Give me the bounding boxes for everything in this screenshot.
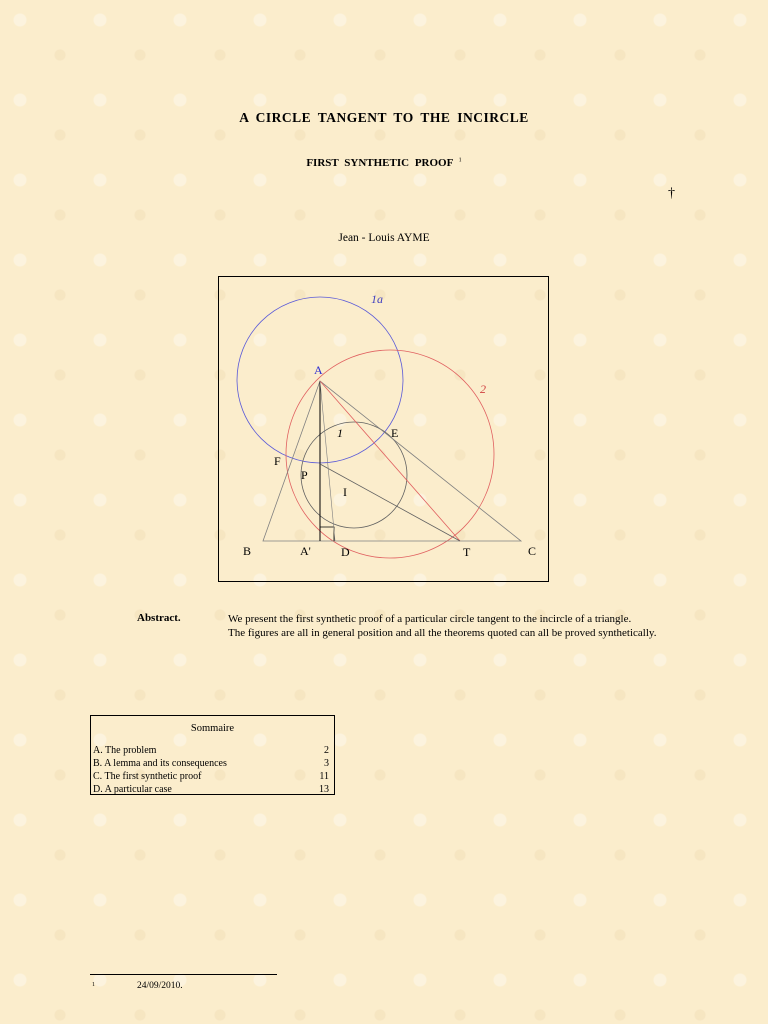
toc-item-page: 11 — [319, 771, 329, 782]
toc-item-label: D. A particular case — [93, 784, 172, 795]
abstract-body — [228, 612, 668, 640]
subtitle-text: FIRST SYNTHETIC PROOF — [306, 157, 453, 169]
right-angle-mark — [320, 527, 334, 541]
label-p: P — [301, 468, 308, 482]
label-t: T — [463, 545, 471, 559]
label-a: A — [314, 363, 323, 377]
footnote-text: 24/09/2010. — [137, 981, 183, 991]
toc-item-page: 13 — [319, 784, 329, 795]
label-i: I — [343, 485, 347, 499]
toc-item[interactable] — [91, 744, 334, 757]
label-c: C — [528, 544, 537, 558]
geometry-figure — [218, 276, 549, 582]
toc-item[interactable] — [91, 770, 334, 783]
line-a-t — [320, 381, 460, 541]
toc-item[interactable] — [91, 757, 334, 770]
label-1a: 1a — [371, 292, 383, 306]
toc-item-page: 3 — [324, 758, 329, 769]
footnote-ref[interactable]: 1 — [458, 157, 462, 164]
author-name: Jean - Louis AYME — [338, 232, 430, 244]
label-2: 2 — [480, 382, 486, 396]
paper-subtitle — [0, 157, 768, 169]
paper-title: A CIRCLE TANGENT TO THE INCIRCLE — [239, 110, 529, 125]
table-of-contents — [90, 715, 335, 795]
footnote-divider — [90, 974, 277, 975]
toc-item-label: B. A lemma and its consequences — [93, 758, 227, 769]
figure-svg — [219, 277, 548, 581]
circle-2 — [286, 350, 494, 558]
label-d: D — [341, 545, 350, 559]
dagger-mark: † — [668, 186, 675, 201]
footnote-mark: 1 — [92, 982, 95, 988]
label-e: E — [391, 426, 399, 440]
abstract-paragraph-2: The figures are all in general position and all the theorems quoted can all be proved synthetically. — [228, 627, 657, 639]
toc-item[interactable] — [91, 783, 334, 796]
label-b: B — [243, 544, 252, 558]
label-a-prime: A' — [300, 544, 311, 558]
label-1: 1 — [337, 426, 343, 440]
abstract-label: Abstract. — [137, 612, 181, 624]
abstract-paragraph-1: We present the first synthetic proof of a particular circle tangent to the incircle of a triangle. — [228, 613, 632, 625]
toc-item-label: A. The problem — [93, 745, 157, 756]
toc-item-label: C. The first synthetic proof — [93, 771, 202, 782]
toc-item-page: 2 — [324, 745, 329, 756]
label-f: F — [274, 454, 281, 468]
toc-title: Sommaire — [190, 723, 235, 734]
